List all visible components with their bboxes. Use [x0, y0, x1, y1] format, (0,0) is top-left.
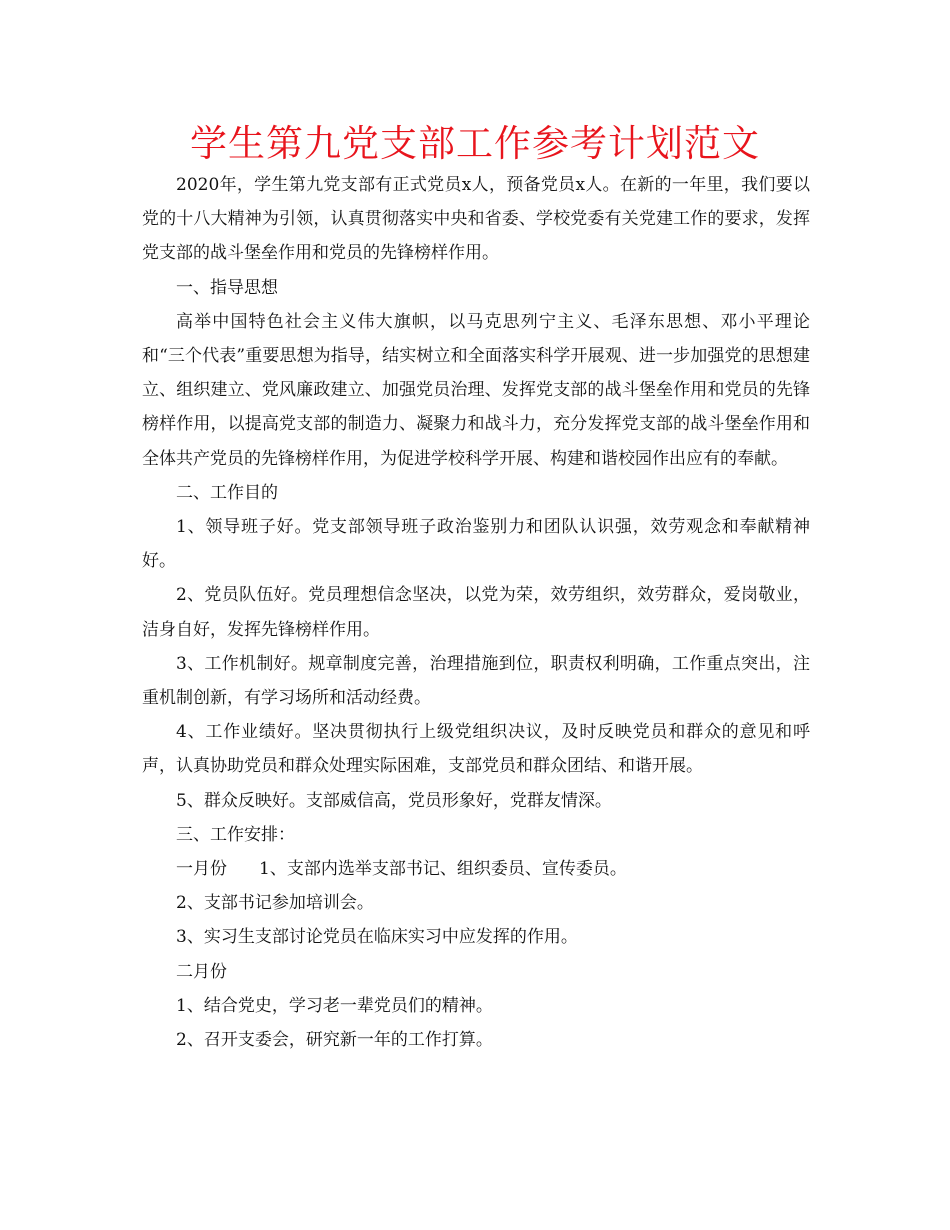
schedule-month-2-label: 二月份 [176, 961, 227, 982]
section-heading-work-goals: 二、工作目的 [176, 482, 278, 503]
schedule-month-1-row [142, 852, 810, 886]
goal-item-1: 1、领导班子好。党支部领导班子政治鉴别力和团队认识强，效劳观念和奉献精神好。 [142, 517, 810, 572]
goal-item-3: 3、工作机制好。规章制度完善，治理措施到位，职责权利明确，工作重点突出，注重机制创新，有学习场所和活动经费。 [142, 653, 810, 709]
schedule-month-2-item-1: 1、结合党史，学习老一辈党员们的精神。 [176, 995, 493, 1016]
schedule-month-1-item-2: 2、支部书记参加培训会。 [176, 893, 374, 914]
schedule-month-1-item-3: 3、实习生支部讨论党员在临床实习中应发挥的作用。 [176, 927, 578, 948]
schedule-month-1-item-1: 1、支部内选举支部书记、组织委员、宣传委员。 [259, 859, 627, 880]
goal-item-5: 5、群众反映好。支部威信高，党员形象好，党群友情深。 [176, 790, 612, 811]
section-heading-guiding-ideology: 一、指导思想 [176, 277, 278, 298]
section-heading-work-schedule: 三、工作安排： [176, 824, 295, 845]
goal-item-2: 2、党员队伍好。党员理想信念坚决，以党为荣，效劳组织，效劳群众，爱岗敬业，洁身自好，发挥先锋榜样作用。 [142, 585, 810, 640]
goal-item-4: 4、工作业绩好。坚决贯彻执行上级党组织决议，及时反映党员和群众的意见和呼声，认真协助党员和群众处理实际困难，支部党员和群众团结、和谐开展。 [142, 722, 810, 777]
schedule-month-1-label: 一月份 [176, 859, 227, 880]
paragraph-intro: 2020年，学生第九党支部有正式党员x人，预备党员x人。在新的一年里，我们要以党的十八大精神为引领，认真贯彻落实中央和省委、学校党委有关党建工作的要求，发挥党支部的战斗堡垒作用和党员的先锋榜样作用。 [142, 175, 810, 264]
paragraph-guiding-ideology: 高举中国特色社会主义伟大旗帜，以马克思列宁主义、毛泽东思想、邓小平理论和“三个代表”重要思想为指导，结实树立和全面落实科学开展观、进一步加强党的思想建立、组织建立、党风廉政建立、加强党员治理、发挥党支部的战斗堡垒作用和党员的先锋榜样作用，以提高党支部的制造力、凝聚力和战斗力，充分发挥党支部的战斗堡垒作用和全体共产党员的先锋榜样作用，为促进学校科学开展、构建和谐校园作出应有的奉献。 [142, 311, 810, 469]
document-body [142, 168, 810, 1057]
schedule-month-2-item-2: 2、召开支委会，研究新一年的工作打算。 [176, 1030, 493, 1051]
document-title: 学生第九党支部工作参考计划范文 [190, 122, 760, 165]
